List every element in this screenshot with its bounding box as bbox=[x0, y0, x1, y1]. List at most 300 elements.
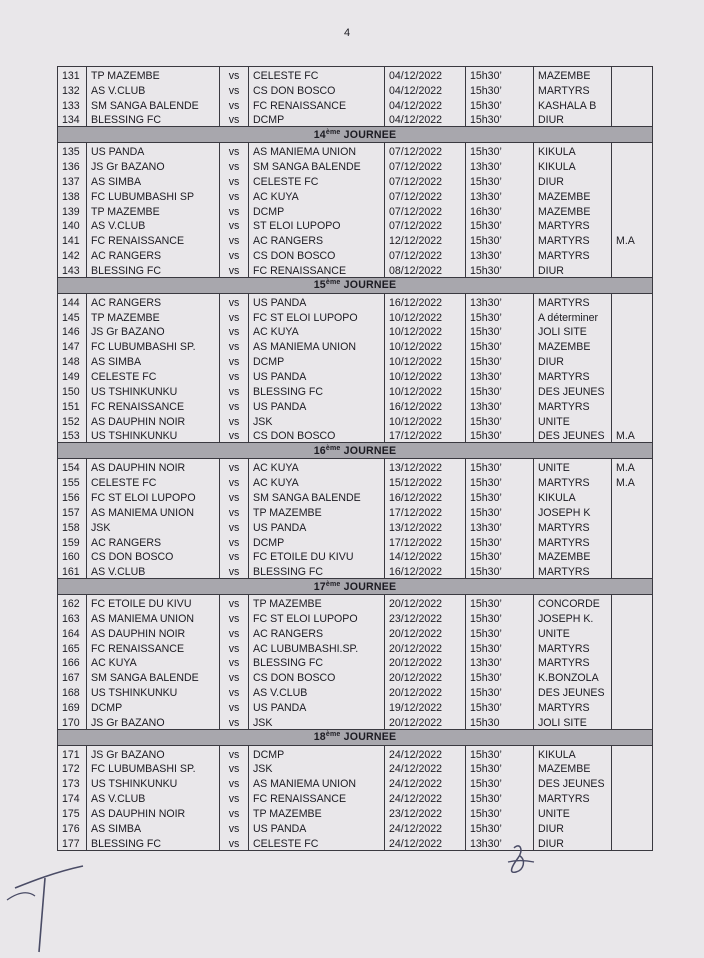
venue-cell: MARTYRS bbox=[534, 368, 612, 383]
kickoff-time-cell: 15h30’ bbox=[466, 684, 534, 699]
match-number-cell: 137 bbox=[58, 173, 87, 188]
away-team-cell: AC RANGERS bbox=[249, 625, 385, 640]
journee-number: 16 bbox=[313, 444, 326, 457]
journee-suffix: ème bbox=[325, 731, 341, 739]
venue-cell: KASHALA B bbox=[534, 97, 612, 112]
versus-cell: vs bbox=[220, 489, 249, 504]
match-date-cell: 17/12/2022 bbox=[385, 534, 466, 549]
kickoff-time-cell: 16h30’ bbox=[466, 203, 534, 218]
match-date-cell: 10/12/2022 bbox=[385, 338, 466, 353]
kickoff-time-cell: 15h30’ bbox=[466, 504, 534, 519]
kickoff-time-cell: 13h30’ bbox=[466, 247, 534, 262]
match-date-cell: 04/12/2022 bbox=[385, 97, 466, 112]
remark-cell bbox=[612, 549, 653, 564]
venue-cell: MAZEMBE bbox=[534, 549, 612, 564]
table-row bbox=[58, 684, 653, 699]
remark-cell bbox=[612, 368, 653, 383]
remark-cell bbox=[612, 504, 653, 519]
remark-cell bbox=[612, 805, 653, 820]
venue-cell: DIUR bbox=[534, 353, 612, 368]
remark-cell bbox=[612, 610, 653, 625]
home-team-cell: BLESSING FC bbox=[87, 112, 220, 127]
match-date-cell: 07/12/2022 bbox=[385, 203, 466, 218]
home-team-cell: CELESTE FC bbox=[87, 368, 220, 383]
home-team-cell: AS V.CLUB bbox=[87, 82, 220, 97]
versus-cell: vs bbox=[220, 232, 249, 247]
match-date-cell: 10/12/2022 bbox=[385, 383, 466, 398]
versus-cell: vs bbox=[220, 338, 249, 353]
venue-cell: DES JEUNES bbox=[534, 383, 612, 398]
versus-cell: vs bbox=[220, 383, 249, 398]
kickoff-time-cell: 15h30’ bbox=[466, 610, 534, 625]
away-team-cell: AC KUYA bbox=[249, 324, 385, 339]
kickoff-time-cell: 15h30’ bbox=[466, 338, 534, 353]
versus-cell: vs bbox=[220, 684, 249, 699]
match-number-cell: 157 bbox=[58, 504, 87, 519]
match-number-cell: 154 bbox=[58, 459, 87, 474]
match-number-cell: 168 bbox=[58, 684, 87, 699]
versus-cell: vs bbox=[220, 504, 249, 519]
venue-cell: DIUR bbox=[534, 835, 612, 850]
home-team-cell: AC RANGERS bbox=[87, 247, 220, 262]
home-team-cell: AC KUYA bbox=[87, 655, 220, 670]
table-row bbox=[58, 761, 653, 776]
match-number-cell: 159 bbox=[58, 534, 87, 549]
home-team-cell: BLESSING FC bbox=[87, 835, 220, 850]
table-row bbox=[58, 820, 653, 835]
venue-cell: JOSEPH K. bbox=[534, 610, 612, 625]
match-date-cell: 04/12/2022 bbox=[385, 112, 466, 127]
kickoff-time-cell: 15h30’ bbox=[466, 428, 534, 443]
away-team-cell: FC RENAISSANCE bbox=[249, 790, 385, 805]
table-row bbox=[58, 383, 653, 398]
home-team-cell: AS V.CLUB bbox=[87, 790, 220, 805]
table-row bbox=[58, 112, 653, 127]
home-team-cell: FC LUBUMBASHI SP. bbox=[87, 338, 220, 353]
home-team-cell: AS DAUPHIN NOIR bbox=[87, 413, 220, 428]
away-team-cell: CS DON BOSCO bbox=[249, 669, 385, 684]
away-team-cell: CELESTE FC bbox=[249, 835, 385, 850]
away-team-cell: AS MANIEMA UNION bbox=[249, 775, 385, 790]
home-team-cell: TP MAZEMBE bbox=[87, 67, 220, 82]
signature-right bbox=[500, 840, 540, 880]
versus-cell: vs bbox=[220, 143, 249, 158]
match-number-cell: 142 bbox=[58, 247, 87, 262]
venue-cell: MARTYRS bbox=[534, 655, 612, 670]
journee-header bbox=[58, 127, 653, 143]
kickoff-time-cell: 13h30’ bbox=[466, 655, 534, 670]
home-team-cell: JS Gr BAZANO bbox=[87, 158, 220, 173]
home-team-cell: AC RANGERS bbox=[87, 293, 220, 308]
venue-cell: A déterminer bbox=[534, 309, 612, 324]
kickoff-time-cell: 13h30’ bbox=[466, 519, 534, 534]
home-team-cell: TP MAZEMBE bbox=[87, 203, 220, 218]
table-row bbox=[58, 338, 653, 353]
page-number: 4 bbox=[344, 27, 351, 39]
home-team-cell: FC RENAISSANCE bbox=[87, 232, 220, 247]
versus-cell: vs bbox=[220, 368, 249, 383]
match-number-cell: 144 bbox=[58, 293, 87, 308]
remark-cell bbox=[612, 835, 653, 850]
journee-suffix: ème bbox=[325, 279, 341, 287]
versus-cell: vs bbox=[220, 745, 249, 760]
table-row bbox=[58, 835, 653, 850]
home-team-cell: AS SIMBA bbox=[87, 173, 220, 188]
match-date-cell: 08/12/2022 bbox=[385, 262, 466, 277]
table-row bbox=[58, 655, 653, 670]
match-date-cell: 24/12/2022 bbox=[385, 745, 466, 760]
match-date-cell: 13/12/2022 bbox=[385, 519, 466, 534]
away-team-cell: US PANDA bbox=[249, 293, 385, 308]
match-number-cell: 174 bbox=[58, 790, 87, 805]
kickoff-time-cell: 15h30’ bbox=[466, 232, 534, 247]
home-team-cell: BLESSING FC bbox=[87, 262, 220, 277]
away-team-cell: FC RENAISSANCE bbox=[249, 262, 385, 277]
match-date-cell: 16/12/2022 bbox=[385, 398, 466, 413]
table-row bbox=[58, 324, 653, 339]
versus-cell: vs bbox=[220, 474, 249, 489]
away-team-cell: SM SANGA BALENDE bbox=[249, 489, 385, 504]
away-team-cell: AC KUYA bbox=[249, 188, 385, 203]
versus-cell: vs bbox=[220, 820, 249, 835]
table-row bbox=[58, 625, 653, 640]
remark-cell: M.A bbox=[612, 459, 653, 474]
venue-cell: UNITE bbox=[534, 413, 612, 428]
venue-cell: UNITE bbox=[534, 625, 612, 640]
away-team-cell: FC ETOILE DU KIVU bbox=[249, 549, 385, 564]
kickoff-time-cell: 15h30’ bbox=[466, 324, 534, 339]
away-team-cell: SM SANGA BALENDE bbox=[249, 158, 385, 173]
kickoff-time-cell: 13h30’ bbox=[466, 188, 534, 203]
match-date-cell: 20/12/2022 bbox=[385, 595, 466, 610]
venue-cell: MARTYRS bbox=[534, 790, 612, 805]
match-date-cell: 15/12/2022 bbox=[385, 474, 466, 489]
versus-cell: vs bbox=[220, 775, 249, 790]
away-team-cell: BLESSING FC bbox=[249, 383, 385, 398]
match-date-cell: 14/12/2022 bbox=[385, 549, 466, 564]
match-schedule-table bbox=[57, 66, 653, 851]
away-team-cell: JSK bbox=[249, 761, 385, 776]
table-row bbox=[58, 293, 653, 308]
versus-cell: vs bbox=[220, 835, 249, 850]
venue-cell: MARTYRS bbox=[534, 519, 612, 534]
versus-cell: vs bbox=[220, 398, 249, 413]
kickoff-time-cell: 15h30 bbox=[466, 714, 534, 729]
remark-cell bbox=[612, 489, 653, 504]
home-team-cell: AS SIMBA bbox=[87, 353, 220, 368]
match-date-cell: 16/12/2022 bbox=[385, 563, 466, 578]
home-team-cell: AS DAUPHIN NOIR bbox=[87, 805, 220, 820]
kickoff-time-cell: 13h30’ bbox=[466, 158, 534, 173]
table-row bbox=[58, 203, 653, 218]
remark-cell bbox=[612, 398, 653, 413]
remark-cell bbox=[612, 353, 653, 368]
kickoff-time-cell: 15h30’ bbox=[466, 745, 534, 760]
venue-cell: DES JEUNES bbox=[534, 775, 612, 790]
remark-cell bbox=[612, 684, 653, 699]
versus-cell: vs bbox=[220, 534, 249, 549]
kickoff-time-cell: 15h30’ bbox=[466, 534, 534, 549]
venue-cell: UNITE bbox=[534, 459, 612, 474]
versus-cell: vs bbox=[220, 413, 249, 428]
kickoff-time-cell: 15h30’ bbox=[466, 353, 534, 368]
remark-cell bbox=[612, 699, 653, 714]
remark-cell bbox=[612, 519, 653, 534]
match-number-cell: 169 bbox=[58, 699, 87, 714]
venue-cell: MARTYRS bbox=[534, 82, 612, 97]
remark-cell bbox=[612, 97, 653, 112]
match-date-cell: 16/12/2022 bbox=[385, 489, 466, 504]
away-team-cell: BLESSING FC bbox=[249, 655, 385, 670]
remark-cell bbox=[612, 714, 653, 729]
table-row bbox=[58, 413, 653, 428]
venue-cell: MARTYRS bbox=[534, 534, 612, 549]
table-row bbox=[58, 640, 653, 655]
match-date-cell: 20/12/2022 bbox=[385, 640, 466, 655]
match-number-cell: 152 bbox=[58, 413, 87, 428]
kickoff-time-cell: 15h30’ bbox=[466, 761, 534, 776]
remark-cell bbox=[612, 625, 653, 640]
versus-cell: vs bbox=[220, 293, 249, 308]
match-number-cell: 156 bbox=[58, 489, 87, 504]
kickoff-time-cell: 15h30’ bbox=[466, 563, 534, 578]
match-date-cell: 20/12/2022 bbox=[385, 669, 466, 684]
venue-cell: UNITE bbox=[534, 805, 612, 820]
table-row bbox=[58, 534, 653, 549]
match-date-cell: 20/12/2022 bbox=[385, 714, 466, 729]
away-team-cell: FC ST ELOI LUPOPO bbox=[249, 610, 385, 625]
table-row bbox=[58, 745, 653, 760]
journee-suffix: ème bbox=[325, 128, 341, 136]
versus-cell: vs bbox=[220, 790, 249, 805]
versus-cell: vs bbox=[220, 563, 249, 578]
match-date-cell: 07/12/2022 bbox=[385, 188, 466, 203]
kickoff-time-cell: 13h30’ bbox=[466, 398, 534, 413]
match-date-cell: 07/12/2022 bbox=[385, 143, 466, 158]
away-team-cell: DCMP bbox=[249, 745, 385, 760]
kickoff-time-cell: 15h30’ bbox=[466, 309, 534, 324]
versus-cell: vs bbox=[220, 549, 249, 564]
table-row bbox=[58, 232, 653, 247]
away-team-cell: TP MAZEMBE bbox=[249, 805, 385, 820]
table-row bbox=[58, 669, 653, 684]
kickoff-time-cell: 15h30’ bbox=[466, 474, 534, 489]
match-date-cell: 07/12/2022 bbox=[385, 218, 466, 233]
table-row bbox=[58, 143, 653, 158]
match-date-cell: 10/12/2022 bbox=[385, 353, 466, 368]
home-team-cell: AS SIMBA bbox=[87, 820, 220, 835]
remark-cell bbox=[612, 173, 653, 188]
kickoff-time-cell: 15h30’ bbox=[466, 669, 534, 684]
kickoff-time-cell: 15h30’ bbox=[466, 173, 534, 188]
match-number-cell: 176 bbox=[58, 820, 87, 835]
remark-cell bbox=[612, 775, 653, 790]
home-team-cell: AS DAUPHIN NOIR bbox=[87, 459, 220, 474]
match-date-cell: 24/12/2022 bbox=[385, 820, 466, 835]
venue-cell: MARTYRS bbox=[534, 563, 612, 578]
match-number-cell: 131 bbox=[58, 67, 87, 82]
match-date-cell: 07/12/2022 bbox=[385, 173, 466, 188]
match-number-cell: 172 bbox=[58, 761, 87, 776]
venue-cell: MAZEMBE bbox=[534, 67, 612, 82]
table-row bbox=[58, 775, 653, 790]
match-number-cell: 141 bbox=[58, 232, 87, 247]
versus-cell: vs bbox=[220, 262, 249, 277]
table-row bbox=[58, 699, 653, 714]
away-team-cell: US PANDA bbox=[249, 820, 385, 835]
away-team-cell: BLESSING FC bbox=[249, 563, 385, 578]
match-number-cell: 149 bbox=[58, 368, 87, 383]
away-team-cell: AS MANIEMA UNION bbox=[249, 338, 385, 353]
match-date-cell: 10/12/2022 bbox=[385, 368, 466, 383]
home-team-cell: US TSHINKUNKU bbox=[87, 383, 220, 398]
versus-cell: vs bbox=[220, 82, 249, 97]
table-row bbox=[58, 97, 653, 112]
kickoff-time-cell: 15h30’ bbox=[466, 413, 534, 428]
venue-cell: K.BONZOLA bbox=[534, 669, 612, 684]
versus-cell: vs bbox=[220, 459, 249, 474]
venue-cell: MARTYRS bbox=[534, 699, 612, 714]
remark-cell bbox=[612, 413, 653, 428]
remark-cell bbox=[612, 293, 653, 308]
away-team-cell: DCMP bbox=[249, 112, 385, 127]
table-row bbox=[58, 504, 653, 519]
table-row bbox=[58, 173, 653, 188]
versus-cell: vs bbox=[220, 203, 249, 218]
table-row bbox=[58, 805, 653, 820]
match-number-cell: 175 bbox=[58, 805, 87, 820]
match-number-cell: 139 bbox=[58, 203, 87, 218]
remark-cell bbox=[612, 669, 653, 684]
kickoff-time-cell: 15h30’ bbox=[466, 218, 534, 233]
away-team-cell: AS MANIEMA UNION bbox=[249, 143, 385, 158]
away-team-cell: US PANDA bbox=[249, 699, 385, 714]
remark-cell bbox=[612, 761, 653, 776]
match-number-cell: 143 bbox=[58, 262, 87, 277]
versus-cell: vs bbox=[220, 625, 249, 640]
versus-cell: vs bbox=[220, 655, 249, 670]
match-number-cell: 150 bbox=[58, 383, 87, 398]
away-team-cell: JSK bbox=[249, 413, 385, 428]
venue-cell: MARTYRS bbox=[534, 218, 612, 233]
versus-cell: vs bbox=[220, 669, 249, 684]
versus-cell: vs bbox=[220, 640, 249, 655]
venue-cell: MARTYRS bbox=[534, 398, 612, 413]
journee-title bbox=[58, 443, 653, 459]
away-team-cell: AC RANGERS bbox=[249, 232, 385, 247]
remark-cell bbox=[612, 262, 653, 277]
venue-cell: MARTYRS bbox=[534, 640, 612, 655]
remark-cell bbox=[612, 534, 653, 549]
remark-cell bbox=[612, 820, 653, 835]
match-date-cell: 12/12/2022 bbox=[385, 232, 466, 247]
kickoff-time-cell: 15h30’ bbox=[466, 805, 534, 820]
away-team-cell: JSK bbox=[249, 714, 385, 729]
home-team-cell: CS DON BOSCO bbox=[87, 549, 220, 564]
venue-cell: JOLI SITE bbox=[534, 714, 612, 729]
kickoff-time-cell: 15h30’ bbox=[466, 820, 534, 835]
kickoff-time-cell: 15h30’ bbox=[466, 67, 534, 82]
away-team-cell: US PANDA bbox=[249, 398, 385, 413]
versus-cell: vs bbox=[220, 324, 249, 339]
match-number-cell: 158 bbox=[58, 519, 87, 534]
match-number-cell: 165 bbox=[58, 640, 87, 655]
table-row bbox=[58, 262, 653, 277]
remark-cell bbox=[612, 112, 653, 127]
home-team-cell: JSK bbox=[87, 519, 220, 534]
kickoff-time-cell: 15h30’ bbox=[466, 97, 534, 112]
journee-header bbox=[58, 579, 653, 595]
match-number-cell: 167 bbox=[58, 669, 87, 684]
versus-cell: vs bbox=[220, 428, 249, 443]
kickoff-time-cell: 15h30’ bbox=[466, 143, 534, 158]
venue-cell: DIUR bbox=[534, 262, 612, 277]
versus-cell: vs bbox=[220, 761, 249, 776]
home-team-cell: CELESTE FC bbox=[87, 474, 220, 489]
home-team-cell: JS Gr BAZANO bbox=[87, 714, 220, 729]
venue-cell: MAZEMBE bbox=[534, 188, 612, 203]
match-number-cell: 134 bbox=[58, 112, 87, 127]
away-team-cell: ST ELOI LUPOPO bbox=[249, 218, 385, 233]
home-team-cell: US TSHINKUNKU bbox=[87, 775, 220, 790]
venue-cell: MARTYRS bbox=[534, 232, 612, 247]
venue-cell: KIKULA bbox=[534, 143, 612, 158]
home-team-cell: AS MANIEMA UNION bbox=[87, 610, 220, 625]
away-team-cell: CS DON BOSCO bbox=[249, 428, 385, 443]
match-number-cell: 166 bbox=[58, 655, 87, 670]
match-number-cell: 163 bbox=[58, 610, 87, 625]
table-row bbox=[58, 610, 653, 625]
kickoff-time-cell: 15h30’ bbox=[466, 625, 534, 640]
kickoff-time-cell: 15h30’ bbox=[466, 595, 534, 610]
home-team-cell: AS V.CLUB bbox=[87, 563, 220, 578]
table-row bbox=[58, 563, 653, 578]
remark-cell bbox=[612, 143, 653, 158]
home-team-cell: SM SANGA BALENDE bbox=[87, 97, 220, 112]
home-team-cell: FC RENAISSANCE bbox=[87, 398, 220, 413]
venue-cell: MAZEMBE bbox=[534, 761, 612, 776]
match-date-cell: 13/12/2022 bbox=[385, 459, 466, 474]
table-row bbox=[58, 474, 653, 489]
match-date-cell: 10/12/2022 bbox=[385, 324, 466, 339]
venue-cell: JOLI SITE bbox=[534, 324, 612, 339]
remark-cell bbox=[612, 563, 653, 578]
journee-suffix: ème bbox=[325, 580, 341, 588]
table-row bbox=[58, 714, 653, 729]
away-team-cell: AS V.CLUB bbox=[249, 684, 385, 699]
home-team-cell: US TSHINKUNKU bbox=[87, 684, 220, 699]
remark-cell bbox=[612, 67, 653, 82]
match-number-cell: 148 bbox=[58, 353, 87, 368]
away-team-cell: CELESTE FC bbox=[249, 67, 385, 82]
away-team-cell: AC KUYA bbox=[249, 459, 385, 474]
journee-suffix: ème bbox=[325, 444, 341, 452]
journee-title bbox=[58, 278, 653, 294]
home-team-cell: SM SANGA BALENDE bbox=[87, 669, 220, 684]
kickoff-time-cell: 15h30’ bbox=[466, 699, 534, 714]
table-row bbox=[58, 218, 653, 233]
venue-cell: MAZEMBE bbox=[534, 338, 612, 353]
match-number-cell: 147 bbox=[58, 338, 87, 353]
journee-number: 15 bbox=[313, 279, 326, 292]
table-row bbox=[58, 247, 653, 262]
journee-word: JOURNEE bbox=[343, 444, 397, 457]
versus-cell: vs bbox=[220, 112, 249, 127]
home-team-cell: AS DAUPHIN NOIR bbox=[87, 625, 220, 640]
table-row bbox=[58, 82, 653, 97]
journee-number: 17 bbox=[313, 580, 326, 593]
match-date-cell: 23/12/2022 bbox=[385, 610, 466, 625]
